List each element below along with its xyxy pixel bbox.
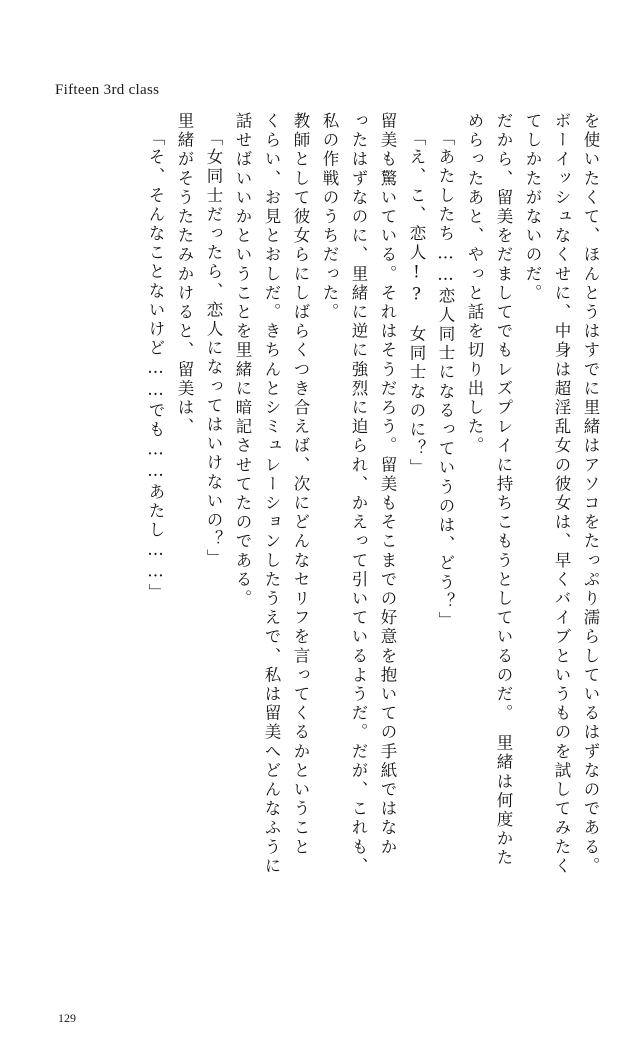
text-line: 私の作戦のうちだった。: [320, 112, 339, 323]
text-line: 「そ、そんなことないけど……でも……あたし……」: [146, 129, 165, 603]
text-line: ったはずなのに、里緒に逆に強烈に迫られ、かえって引いているようだ。だが、これも、: [349, 112, 368, 876]
text-line: 話せばいいかということを里緒に暗記させてたのである。: [233, 112, 252, 609]
text-line: を使いたくて、ほんとうはすでに里緒はアソコをたっぷり濡らしているはずなのである。: [581, 112, 600, 876]
text-line: 「あたしたち……恋人同士になるっていうのは、どう？」: [436, 129, 455, 631]
page-number: 129: [58, 1011, 76, 1025]
text-line: めらったあと、やっと話を切り出した。: [465, 112, 484, 456]
text-line: 里緒がそうたたみかけると、留美は、: [175, 112, 194, 437]
text-line: 「女同士だったら、恋人になってはいけないの？」: [204, 129, 223, 569]
text-line: 留美も驚いている。それはそうだろう。留美もそこまでの好意を抱いての手紙ではなか: [378, 112, 397, 857]
text-line: 教師として彼女らにしばらくつき合えば、次にどんなセリフを言ってくるかということ: [291, 112, 310, 857]
text-line: ボーイッシュなくせに、中身は超淫乱女の彼女は、早くバイブというものを試してみたく: [552, 112, 571, 876]
vertical-text-block: [52, 112, 598, 1002]
page-header: Fifteen 3rd class: [55, 82, 160, 98]
text-line: くらい、お見とおしだ。きちんとシミュレーションしたうえで、私は留美へどんなふうに: [262, 112, 281, 876]
text-line: だから、留美をだましてでもレズプレイに持ちこもうとしているのだ。 里緒は何度かた: [494, 112, 513, 868]
text-line: てしかたがないのだ。: [523, 112, 542, 303]
text-line: 「え、こ、恋人!? 女同士なのに？」: [407, 129, 426, 478]
